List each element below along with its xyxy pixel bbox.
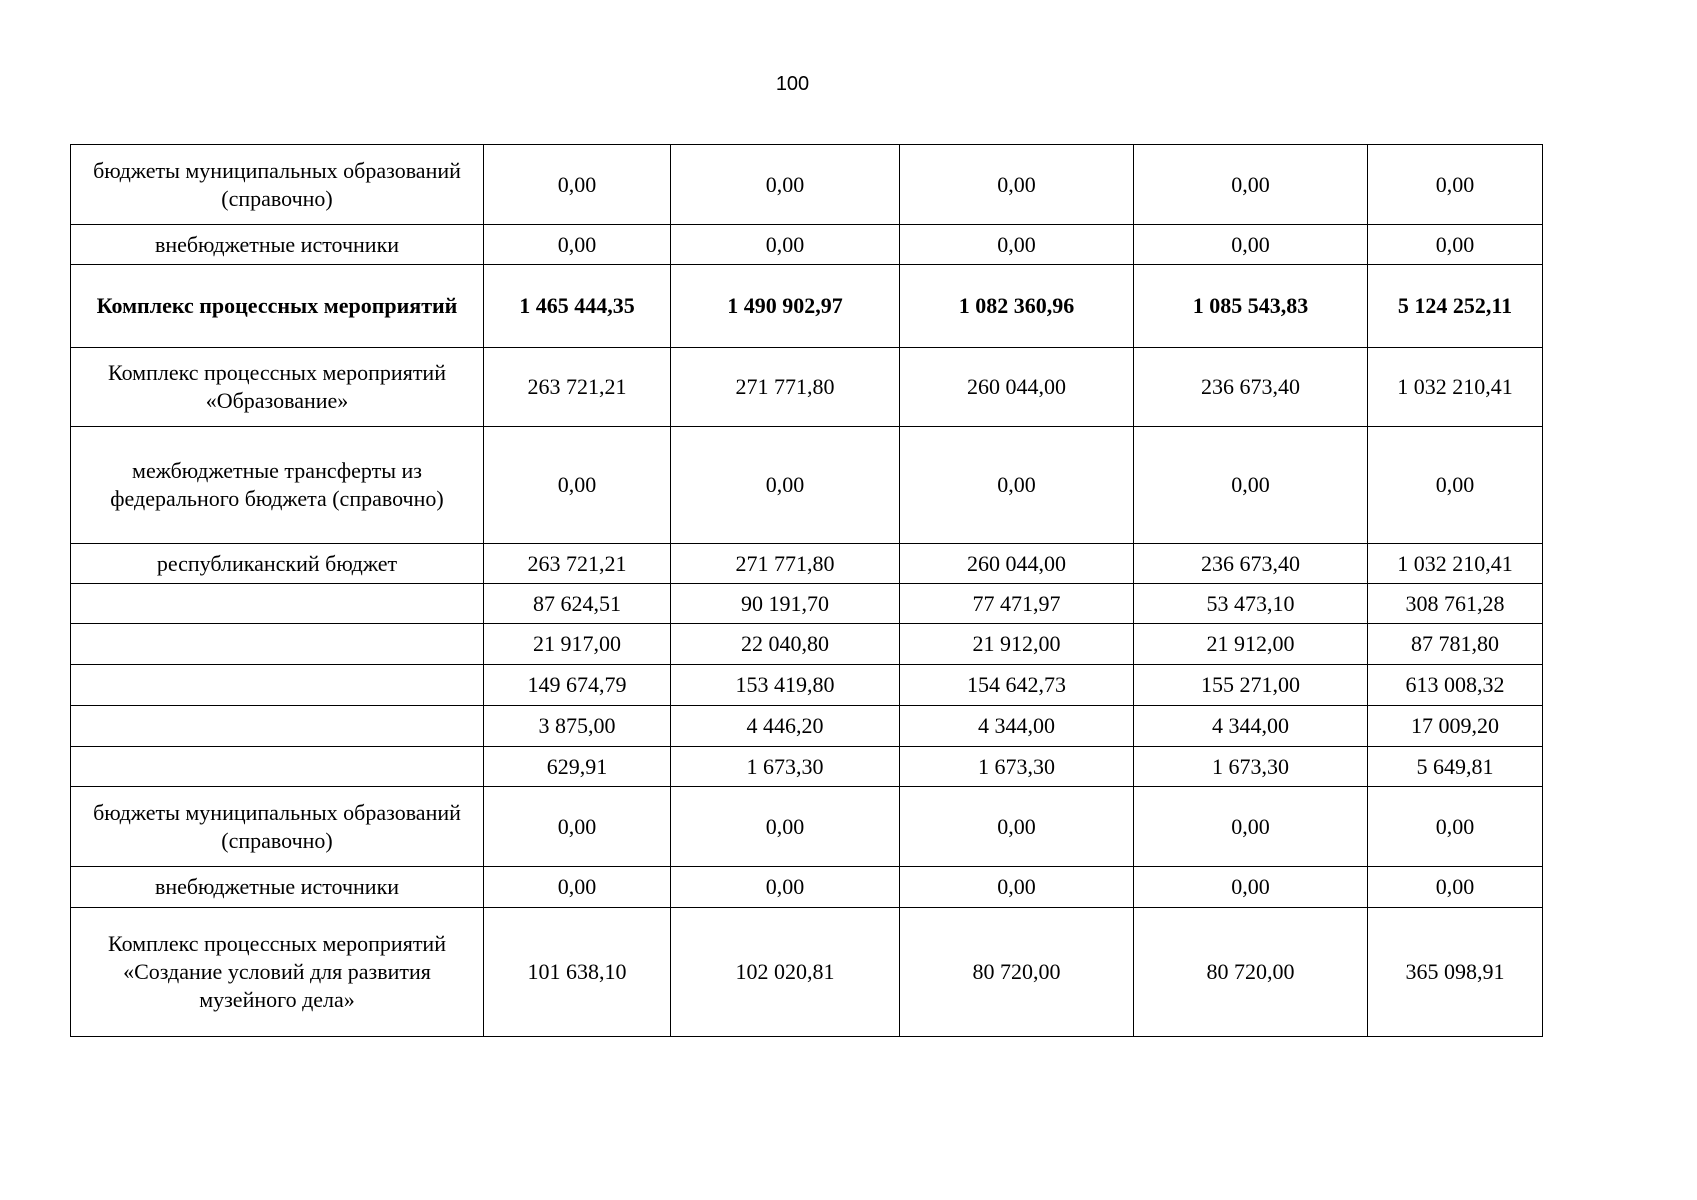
value-cell: 4 344,00 bbox=[900, 706, 1134, 747]
value-cell: 80 720,00 bbox=[1134, 908, 1368, 1037]
table-row bbox=[71, 787, 1543, 867]
table-row bbox=[71, 665, 1543, 706]
value-cell: 1 465 444,35 bbox=[484, 265, 671, 348]
value-cell: 308 761,28 bbox=[1368, 584, 1543, 624]
value-cell: 0,00 bbox=[671, 225, 900, 265]
value-cell: 0,00 bbox=[900, 787, 1134, 867]
value-cell: 629,91 bbox=[484, 747, 671, 787]
value-cell: 0,00 bbox=[900, 145, 1134, 225]
row-label-cell bbox=[71, 747, 484, 787]
table-row bbox=[71, 867, 1543, 908]
value-cell: 0,00 bbox=[1134, 427, 1368, 544]
value-cell: 4 446,20 bbox=[671, 706, 900, 747]
table-row bbox=[71, 265, 1543, 348]
value-cell: 1 673,30 bbox=[900, 747, 1134, 787]
value-cell: 87 624,51 bbox=[484, 584, 671, 624]
value-cell: 260 044,00 bbox=[900, 348, 1134, 427]
value-cell: 0,00 bbox=[1134, 145, 1368, 225]
table-row bbox=[71, 624, 1543, 665]
table-row bbox=[71, 348, 1543, 427]
value-cell: 1 032 210,41 bbox=[1368, 348, 1543, 427]
value-cell: 0,00 bbox=[484, 145, 671, 225]
value-cell: 0,00 bbox=[484, 225, 671, 265]
table-row bbox=[71, 706, 1543, 747]
value-cell: 263 721,21 bbox=[484, 544, 671, 584]
value-cell: 22 040,80 bbox=[671, 624, 900, 665]
value-cell: 1 085 543,83 bbox=[1134, 265, 1368, 348]
value-cell: 260 044,00 bbox=[900, 544, 1134, 584]
row-label-cell: бюджеты муниципальных образований (справочно) bbox=[71, 145, 484, 225]
value-cell: 80 720,00 bbox=[900, 908, 1134, 1037]
row-label-cell: Комплекс процессных мероприятий «Создание условий для развития музейного дела» bbox=[71, 908, 484, 1037]
table-row bbox=[71, 584, 1543, 624]
value-cell: 1 673,30 bbox=[671, 747, 900, 787]
value-cell: 149 674,79 bbox=[484, 665, 671, 706]
value-cell: 0,00 bbox=[1368, 787, 1543, 867]
value-cell: 5 124 252,11 bbox=[1368, 265, 1543, 348]
row-label-cell: бюджеты муниципальных образований (справочно) bbox=[71, 787, 484, 867]
row-label-cell: внебюджетные источники bbox=[71, 225, 484, 265]
value-cell: 236 673,40 bbox=[1134, 348, 1368, 427]
table-row bbox=[71, 145, 1543, 225]
value-cell: 155 271,00 bbox=[1134, 665, 1368, 706]
table-row bbox=[71, 427, 1543, 544]
value-cell: 102 020,81 bbox=[671, 908, 900, 1037]
value-cell: 1 032 210,41 bbox=[1368, 544, 1543, 584]
value-cell: 0,00 bbox=[1134, 787, 1368, 867]
table-row bbox=[71, 544, 1543, 584]
row-label-cell: Комплекс процессных мероприятий bbox=[71, 265, 484, 348]
table-row bbox=[71, 908, 1543, 1037]
value-cell: 0,00 bbox=[671, 427, 900, 544]
value-cell: 1 082 360,96 bbox=[900, 265, 1134, 348]
value-cell: 5 649,81 bbox=[1368, 747, 1543, 787]
value-cell: 1 490 902,97 bbox=[671, 265, 900, 348]
value-cell: 0,00 bbox=[900, 867, 1134, 908]
value-cell: 0,00 bbox=[900, 225, 1134, 265]
value-cell: 0,00 bbox=[671, 867, 900, 908]
value-cell: 17 009,20 bbox=[1368, 706, 1543, 747]
value-cell: 153 419,80 bbox=[671, 665, 900, 706]
value-cell: 0,00 bbox=[1368, 867, 1543, 908]
value-cell: 1 673,30 bbox=[1134, 747, 1368, 787]
value-cell: 271 771,80 bbox=[671, 348, 900, 427]
row-label-cell bbox=[71, 584, 484, 624]
budget-table bbox=[70, 144, 1543, 1037]
value-cell: 0,00 bbox=[1134, 225, 1368, 265]
row-label-cell bbox=[71, 624, 484, 665]
value-cell: 271 771,80 bbox=[671, 544, 900, 584]
row-label-cell: межбюджетные трансферты из федерального бюджета (справочно) bbox=[71, 427, 484, 544]
table-row bbox=[71, 747, 1543, 787]
value-cell: 263 721,21 bbox=[484, 348, 671, 427]
value-cell: 0,00 bbox=[671, 145, 900, 225]
value-cell: 77 471,97 bbox=[900, 584, 1134, 624]
value-cell: 21 912,00 bbox=[1134, 624, 1368, 665]
value-cell: 613 008,32 bbox=[1368, 665, 1543, 706]
row-label-cell: внебюджетные источники bbox=[71, 867, 484, 908]
value-cell: 0,00 bbox=[1368, 145, 1543, 225]
row-label-cell bbox=[71, 665, 484, 706]
value-cell: 154 642,73 bbox=[900, 665, 1134, 706]
value-cell: 4 344,00 bbox=[1134, 706, 1368, 747]
value-cell: 0,00 bbox=[484, 787, 671, 867]
value-cell: 90 191,70 bbox=[671, 584, 900, 624]
row-label-cell bbox=[71, 706, 484, 747]
value-cell: 53 473,10 bbox=[1134, 584, 1368, 624]
value-cell: 0,00 bbox=[900, 427, 1134, 544]
value-cell: 21 917,00 bbox=[484, 624, 671, 665]
value-cell: 101 638,10 bbox=[484, 908, 671, 1037]
table-row bbox=[71, 225, 1543, 265]
value-cell: 0,00 bbox=[1368, 225, 1543, 265]
page-number: 100 bbox=[775, 73, 810, 95]
value-cell: 0,00 bbox=[671, 787, 900, 867]
value-cell: 0,00 bbox=[484, 867, 671, 908]
value-cell: 0,00 bbox=[484, 427, 671, 544]
value-cell: 87 781,80 bbox=[1368, 624, 1543, 665]
value-cell: 0,00 bbox=[1368, 427, 1543, 544]
value-cell: 236 673,40 bbox=[1134, 544, 1368, 584]
value-cell: 3 875,00 bbox=[484, 706, 671, 747]
row-label-cell: Комплекс процессных мероприятий «Образование» bbox=[71, 348, 484, 427]
value-cell: 21 912,00 bbox=[900, 624, 1134, 665]
row-label-cell: республиканский бюджет bbox=[71, 544, 484, 584]
budget-table-body bbox=[71, 145, 1543, 1037]
value-cell: 365 098,91 bbox=[1368, 908, 1543, 1037]
value-cell: 0,00 bbox=[1134, 867, 1368, 908]
